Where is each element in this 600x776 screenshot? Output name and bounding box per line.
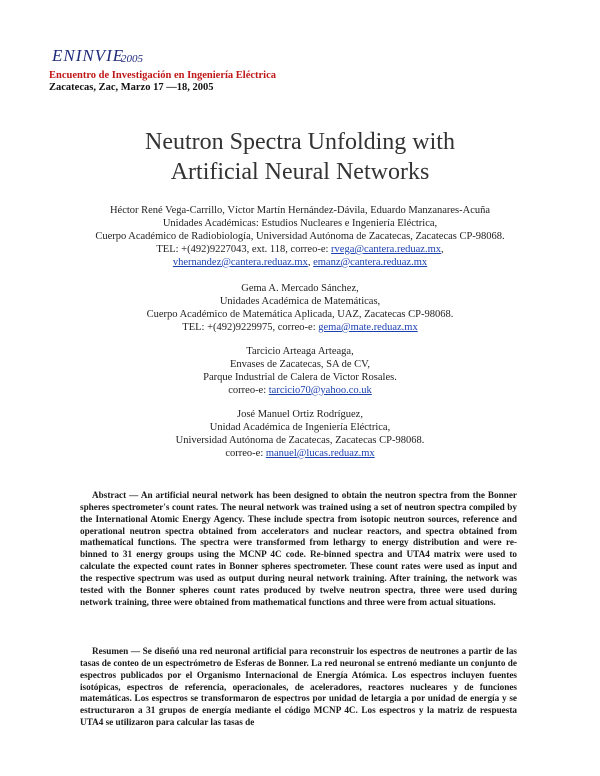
affiliation-line: Parque Industrial de Calera de Victor Rosales. [203, 371, 397, 383]
contact-line: TEL: +(492)9227043, ext. 118, correo-e: rvega@cantera.reduaz.mx, [156, 243, 444, 255]
title-line-1: Neutron Spectra Unfolding with [145, 129, 455, 155]
email-link[interactable]: manuel@lucas.reduaz.mx [265, 447, 375, 459]
author-block-2 [0, 283, 600, 335]
affiliation-line: Envases de Zacatecas, SA de CV, [229, 358, 371, 370]
tel-label: correo-e: [228, 384, 267, 396]
email-link[interactable]: rvega@cantera.reduaz.mx [331, 243, 441, 255]
tel-label: correo-e: [225, 447, 264, 459]
affiliation-line: Unidad Académica de Ingeniería Eléctrica, [209, 421, 391, 433]
conference-name: Encuentro de Investigación en Ingeniería Eléctrica [49, 70, 276, 81]
affiliation-line: Cuerpo Académico de Radiobiología, Universidad Autónoma de Zacatecas, Zacatecas CP-98068. [95, 230, 505, 242]
contact-line: vhernandez@cantera.reduaz.mx, emanz@cantera.reduaz.mx [172, 256, 428, 268]
contact-line [0, 385, 600, 398]
author-block-3 [0, 346, 600, 398]
abstract-text: An artificial neural network has been designed to obtain the neutron spectra from the Bonner spheres spectrometer's count rates. The neural network was trained using a set of neutron spectra compiled by the International Atomic Energy Agency. These include spectra from isotopic neutron sources, reference and operational neutron spectra obtained from accelerators and nuclear reactors, and spectra obtained from mathematical functions. The spectra were transformed from lethargy to energy distribution and were re-binned to 31 energy groups using the MCNP 4C code. Re-binned spectra and UTA4 matrix were used to calculate the expected count rates in Bonner spheres spectrometer. These count rates were used as input and the respective spectrum was used as output during neural network training. After training, the network was tested with the Bonner spheres count rates produced by twelve neutron spectra, three were used during network training, three were obtained from mathematical functions and three were from actual situations. [80, 490, 517, 607]
paper-title [0, 127, 600, 187]
resumen-paragraph [80, 646, 517, 729]
email-link[interactable]: emanz@cantera.reduaz.mx [313, 256, 428, 268]
author-block-1 [0, 205, 600, 270]
resumen-text: Se diseñó una red neuronal artificial para reconstruir los espectros de neutrones a partir de las tasas de conteo de un espectrómetro de Esferas de Bonner. La red neuronal se entrenó mediante un conjunto de espectros publicados por el Organismo Internacional de Energía Atómica. Los espectros incluyen fuentes isotópicas, espectros de referencia, operacionales, de aceleradores, reactores nucleares y de funciones matemáticas. Los espectros se transformaron de espectros por unidad de letargia a por unidad de energía y se estructuraron a 31 grupos de energía mediante el código MCNP 4C. Los espectros y la matriz de respuesta UTA4 se utilizaron para calcular las tasas de [80, 646, 518, 728]
abstract-paragraph [80, 490, 517, 608]
contact-line [0, 322, 600, 335]
logo-text: ENINVIE [52, 46, 125, 65]
email-link[interactable]: vhernandez@cantera.reduaz.mx [172, 256, 308, 268]
email-link[interactable]: gema@mate.reduaz.mx [318, 321, 418, 333]
contact-line [0, 448, 600, 461]
logo-year: 2005 [121, 53, 143, 65]
affiliation-line: Universidad Autónoma de Zacatecas, Zacatecas CP-98068. [175, 434, 425, 446]
author-names: José Manuel Ortiz Rodríguez, [237, 409, 363, 420]
resumen-lead: Resumen — [92, 646, 141, 656]
author-block-4 [0, 409, 600, 461]
tel-label: TEL: +(492)9227043, ext. 118, correo-e: [156, 243, 329, 255]
abstract-lead: Abstract — [92, 490, 139, 500]
author-names: Tarcicio Arteaga Arteaga, [246, 346, 354, 357]
tel-label: TEL: +(492)9229975, correo-e: [182, 321, 316, 333]
affiliation-line: Unidades Académicas: Estudios Nucleares e Ingeniería Eléctrica, [162, 217, 438, 229]
conference-place-date: Zacatecas, Zac, Marzo 17 —18, 2005 [49, 82, 214, 93]
author-names: Gema A. Mercado Sánchez, [241, 283, 359, 294]
title-line-2: Artificial Neural Networks [170, 159, 430, 185]
conference-logo [52, 46, 162, 72]
email-link[interactable]: tarcicio70@yahoo.co.uk [268, 384, 372, 396]
affiliation-line: Unidades Académica de Matemáticas, [219, 295, 381, 307]
affiliation-line: Cuerpo Académico de Matemática Aplicada, UAZ, Zacatecas CP-98068. [146, 308, 454, 320]
author-names: Héctor René Vega-Carrillo, Víctor Martín Hernández-Dávila, Eduardo Manzanares-Acuña [109, 205, 491, 216]
